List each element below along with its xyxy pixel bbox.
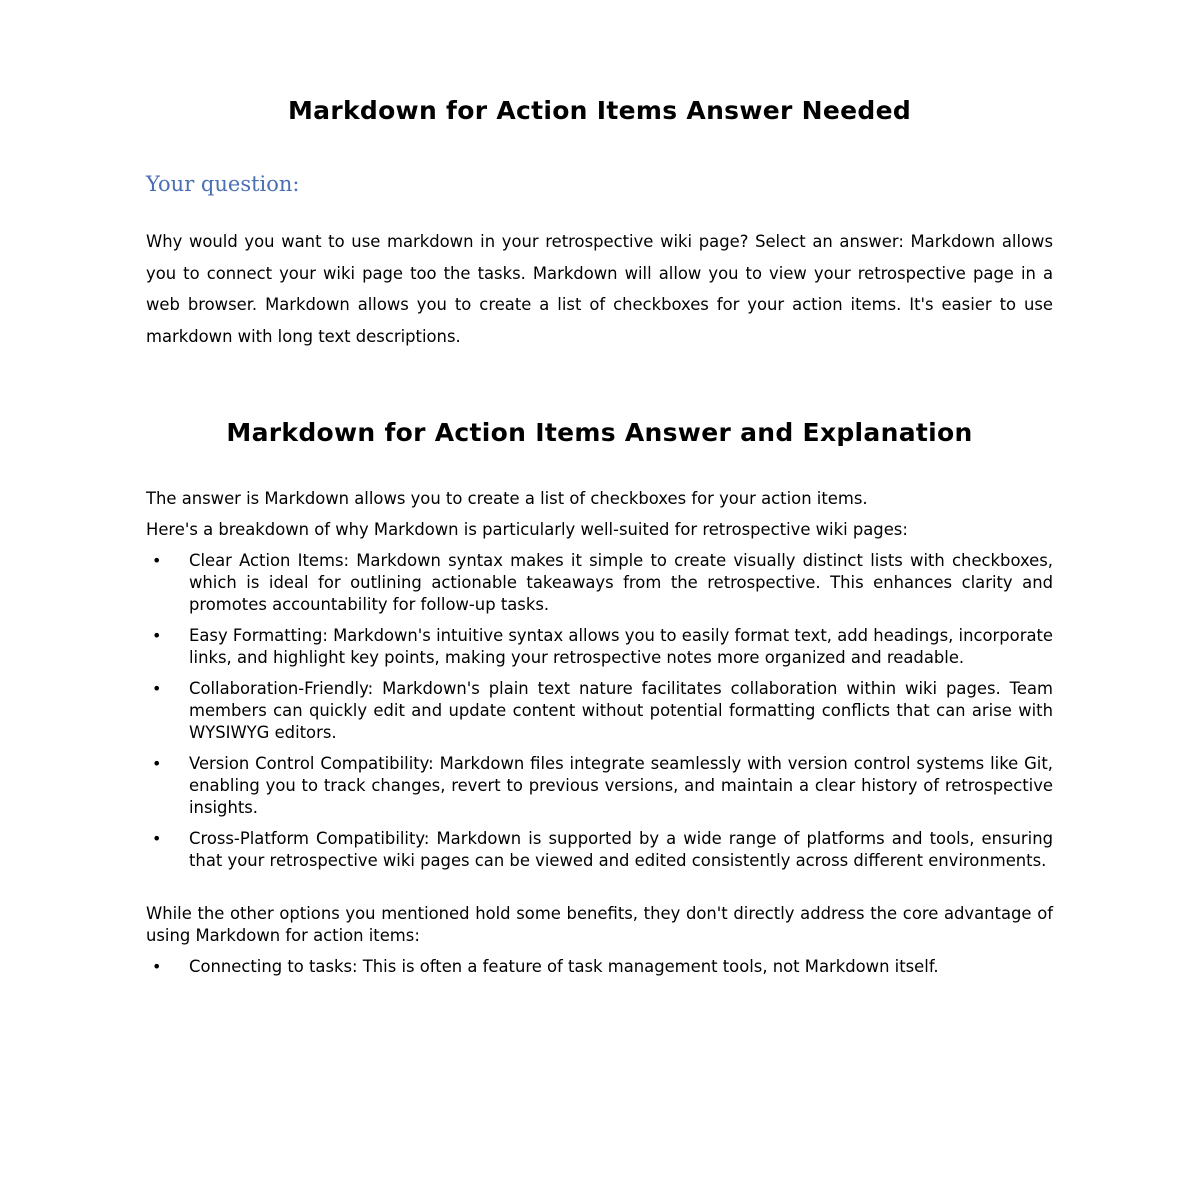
list-item-text: Cross-Platform Compatibility: Markdown is supported by a wide range of platforms and tools, ensuring that your retrospective wiki pages can be viewed and edited consistently across different environments.: [189, 829, 1053, 870]
bullet-icon: •: [152, 551, 162, 570]
question-label: Your question:: [146, 172, 300, 196]
list-item: [146, 550, 1053, 616]
list-item: [146, 753, 1053, 819]
other-options-list: [146, 956, 1053, 978]
bullet-icon: •: [152, 679, 162, 698]
question-text: Why would you want to use markdown in your retrospective wiki page? Select an answer: Markdown allows you to connect your wiki page too the tasks. Markdown will allow you to view your retrospective page in a web browser. Markdown allows you to create a list of checkboxes for your action items. It's easier to use markdown with long text descriptions.: [146, 232, 1053, 346]
list-item-text: Collaboration-Friendly: Markdown's plain text nature facilitates collaboration within wiki pages. Team members can quickly edit and update content without potential formatting conflicts that can arise with WYSIWYG editors.: [189, 679, 1053, 742]
question-title: Markdown for Action Items Answer Needed: [287, 96, 912, 125]
list-item-text: Connecting to tasks: This is often a feature of task management tools, not Markdown itself.: [189, 957, 939, 976]
bullet-icon: •: [152, 626, 162, 645]
list-item: [146, 828, 1053, 872]
list-item: [146, 625, 1053, 669]
answer-title: Markdown for Action Items Answer and Explanation: [226, 418, 973, 447]
answer-statement: The answer is Markdown allows you to create a list of checkboxes for your action items.: [146, 489, 868, 508]
spacer: [146, 881, 1053, 903]
list-item-text: Easy Formatting: Markdown's intuitive syntax allows you to easily format text, add headings, incorporate links, and highlight key points, making your retrospective notes more organized and readable.: [189, 626, 1053, 667]
breakdown-intro: Here's a breakdown of why Markdown is particularly well-suited for retrospective wiki pages:: [146, 520, 908, 539]
list-item: [146, 956, 1053, 978]
list-item: [146, 678, 1053, 744]
list-item-text: Version Control Compatibility: Markdown files integrate seamlessly with version control systems like Git, enabling you to track changes, revert to previous versions, and maintain a clear history of retrospective insights.: [189, 754, 1053, 817]
answer-body: [146, 488, 1053, 987]
reasons-list: [146, 550, 1053, 872]
bullet-icon: •: [152, 754, 162, 773]
other-options-intro: While the other options you mentioned hold some benefits, they don't directly address the core advantage of using Markdown for action items:: [146, 904, 1053, 945]
bullet-icon: •: [152, 957, 162, 976]
list-item-text: Clear Action Items: Markdown syntax makes it simple to create visually distinct lists with checkboxes, which is ideal for outlining actionable takeaways from the retrospective. This enhances clarity and promotes accountability for follow-up tasks.: [189, 551, 1053, 614]
bullet-icon: •: [152, 829, 162, 848]
